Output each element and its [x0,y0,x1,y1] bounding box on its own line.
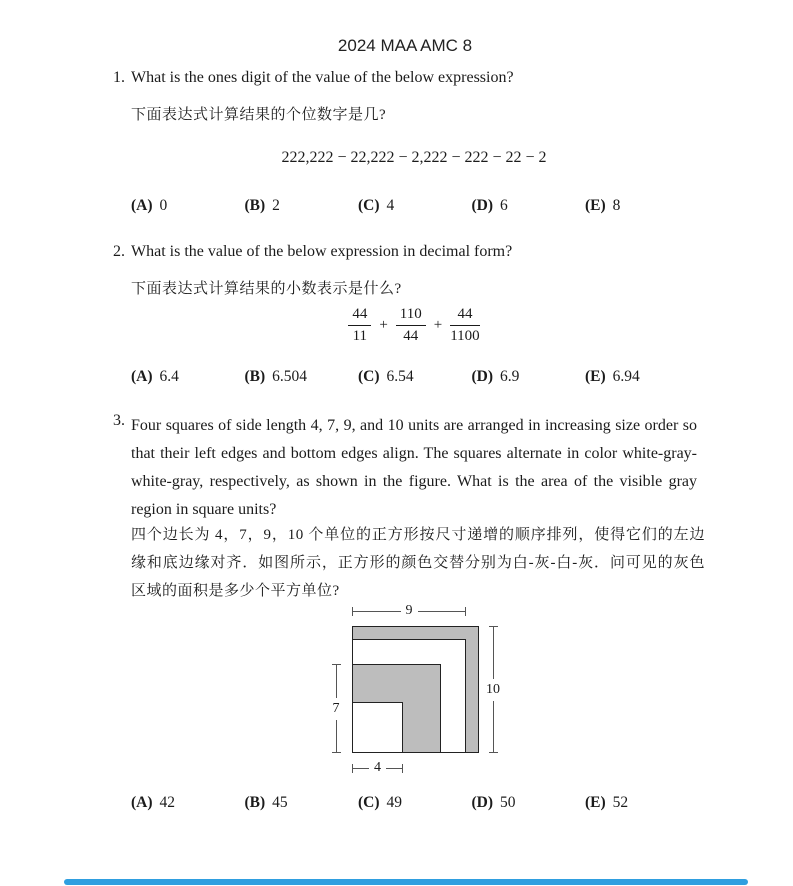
page-title: 2024 MAA AMC 8 [337,36,473,55]
choice-q2-b: (B) 6.504 [244,368,308,385]
dimension-top-9 [352,604,466,618]
choice-q1-a: (A) 0 [131,197,168,214]
dim-label-9: 9 [405,603,413,618]
dim-tick [402,764,403,773]
choice-q2-c: (C) 6.54 [358,368,414,385]
dim-tick [465,607,466,616]
question-1-choices [131,197,731,215]
question-2-number: 2. [113,243,125,260]
dim-line [336,720,337,753]
choice-q3-b: (B) 45 [244,794,288,811]
fraction-3: $\frac{44}{1100}$ [450,306,480,344]
question-2-text-en: What is the value of the below expression in decimal form? [131,243,513,260]
dimension-bottom-4 [352,761,403,775]
question-2-text-zh: 下面表达式计算结果的小数表示是什么? [131,281,402,297]
fraction-expression [346,306,481,345]
plus-sign: + [433,317,443,333]
dim-line [493,701,494,753]
choice-q1-d: (D) 6 [471,197,508,214]
choice-q1-c: (C) 4 [358,197,395,214]
question-2-choices [131,368,731,386]
dim-label-4: 4 [374,760,381,775]
dim-line [493,627,494,679]
fraction-1: $\frac{44}{11}$ [348,306,371,345]
question-2-expression [131,305,697,345]
dimension-right-10 [483,626,503,753]
question-1-text-en: What is the ones digit of the value of the below expression? [131,69,514,86]
choice-q3-d: (D) 50 [471,794,516,811]
dim-tick [332,752,341,753]
choice-q2-a: (A) 6.4 [131,368,179,385]
squares-figure [300,598,515,790]
choice-q3-e: (E) 52 [585,794,629,811]
dim-line [418,611,466,612]
question-3-text-en: Four squares of side length 4, 7, 9, and 10 units are arranged in increasing size order so that their left edges and bottom edges align. The squares alternate in color white-gray-white-gray, respectively, as shown in the figure. What is the area of the visible gray region in square units? [131,417,697,518]
question-1-text-zh: 下面表达式计算结果的个位数字是几? [131,107,387,123]
bottom-progress-bar [64,879,748,885]
choice-q1-b: (B) 2 [244,197,280,214]
dim-label-10: 10 [486,681,500,697]
choice-q2-e: (E) 6.94 [585,368,640,385]
question-3-number: 3. [113,412,125,429]
plus-sign: + [379,317,388,333]
dim-line [386,768,402,769]
question-1-expression: 222,222 − 22,222 − 2,222 − 222 − 22 − 2 [281,149,547,166]
fraction-2: $\frac{110}{44}$ [396,306,426,345]
dimension-left-7 [326,664,346,753]
question-3-text-zh: 四个边长为 4，7，9，10 个单位的正方形按尺寸递增的顺序排列，使得它们的左边缘和底边缘对齐．如图所示，正方形的颜色交替分别为白-灰-白-灰．问可见的灰色区域的面积是多少个平方单位? [131,527,705,599]
question-1-number: 1. [113,69,125,86]
dim-line [353,611,401,612]
dim-line [336,665,337,698]
question-3-choices [131,794,731,812]
dim-label-7: 7 [332,700,340,716]
dim-line [353,768,369,769]
choice-q3-a: (A) 42 [131,794,176,811]
choice-q3-c: (C) 49 [358,794,403,811]
choice-q2-d: (D) 6.9 [471,368,520,385]
square-side-4 [352,702,403,753]
dim-tick [489,752,498,753]
choice-q1-e: (E) 8 [585,197,621,214]
